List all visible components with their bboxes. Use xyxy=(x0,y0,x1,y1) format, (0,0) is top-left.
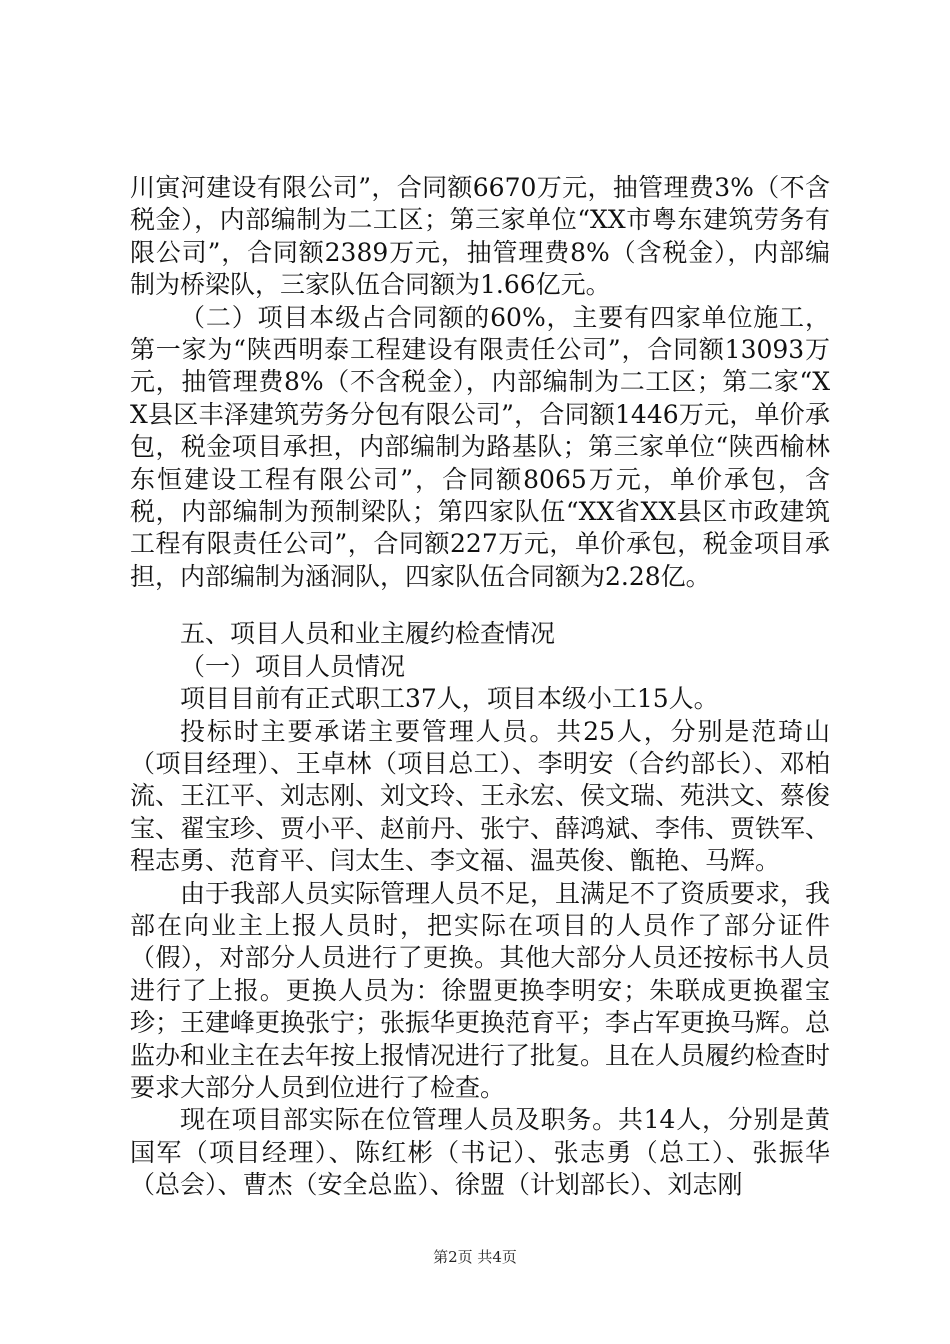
paragraph-bid-personnel: 投标时主要承诺主要管理人员。共25人，分别是范琦山（项目经理）、王卓林（项目总工）、李明安（合约部长）、邓柏流、王江平、刘志刚、刘文玲、王永宏、侯文瑞、苑洪文、蔡俊宝、翟宝珍、贾小平、赵前丹、张宁、薛鸿斌、李伟、贾铁军、程志勇、范育平、闫太生、李文福、温英俊、甑艳、马辉。 xyxy=(130,716,831,876)
paragraph-spacer xyxy=(130,593,830,618)
document-body xyxy=(130,172,830,1202)
paragraph-staff-count: 项目目前有正式职工37人，项目本级小工15人。 xyxy=(180,684,719,714)
paragraph-personnel-replacement: 由于我部人员实际管理人员不足，且满足不了资质要求，我部在向业主上报人员时，把实际在项目的人员作了部分证件（假），对部分人员进行了更换。其他大部分人员还按标书人员进行了上报。更换人员为：徐盟更换李明安；朱联成更换翟宝珍；王建峰更换张宁；张振华更换范育平；李占军更换马辉。总监办和业主在去年按上报情况进行了批复。且在人员履约检查时要求大部分人员到位进行了检查。 xyxy=(130,878,831,1102)
paragraph-project-level: （二）项目本级占合同额的60%，主要有四家单位施工，第一家为“陕西明泰工程建设有限责任公司”，合同额13093万元，抽管理费8%（不含税金），内部编制为二工区；第二家“XX县区丰泽建筑劳务分包有限公司”，合同额1446万元，单价承包，税金项目承担，内部编制为路基队；第三家单位“陕西榆林东恒建设工程有限公司”，合同额8065万元，单价承包，含税，内部编制为预制梁队；第四家队伍“XX省XX县区市政建筑工程有限责任公司”，合同额227万元，单价承包，税金项目承担，内部编制为涵洞队，四家队伍合同额为2.28亿。 xyxy=(130,302,830,591)
paragraph-contract-continuation: 川寅河建设有限公司”，合同额6670万元，抽管理费3%（不含税金），内部编制为二工区；第三家单位“XX市粤东建筑劳务有限公司”，合同额2389万元，抽管理费8%（含税金），内部编制为桥梁队，三家队伍合同额为1.66亿元。 xyxy=(130,173,830,300)
page-number-footer: 第2页 共4页 xyxy=(433,1248,517,1266)
section-heading-5: 五、项目人员和业主履约检查情况 xyxy=(180,619,556,649)
paragraph-current-staff: 现在项目部实际在位管理人员及职务。共14人，分别是黄国军（项目经理）、陈红彬（书记）、张志勇（总工）、张振华（总会）、曹杰（安全总监）、徐盟（计划部长）、刘志刚 xyxy=(130,1105,830,1200)
subsection-heading-1: （一）项目人员情况 xyxy=(180,651,406,681)
